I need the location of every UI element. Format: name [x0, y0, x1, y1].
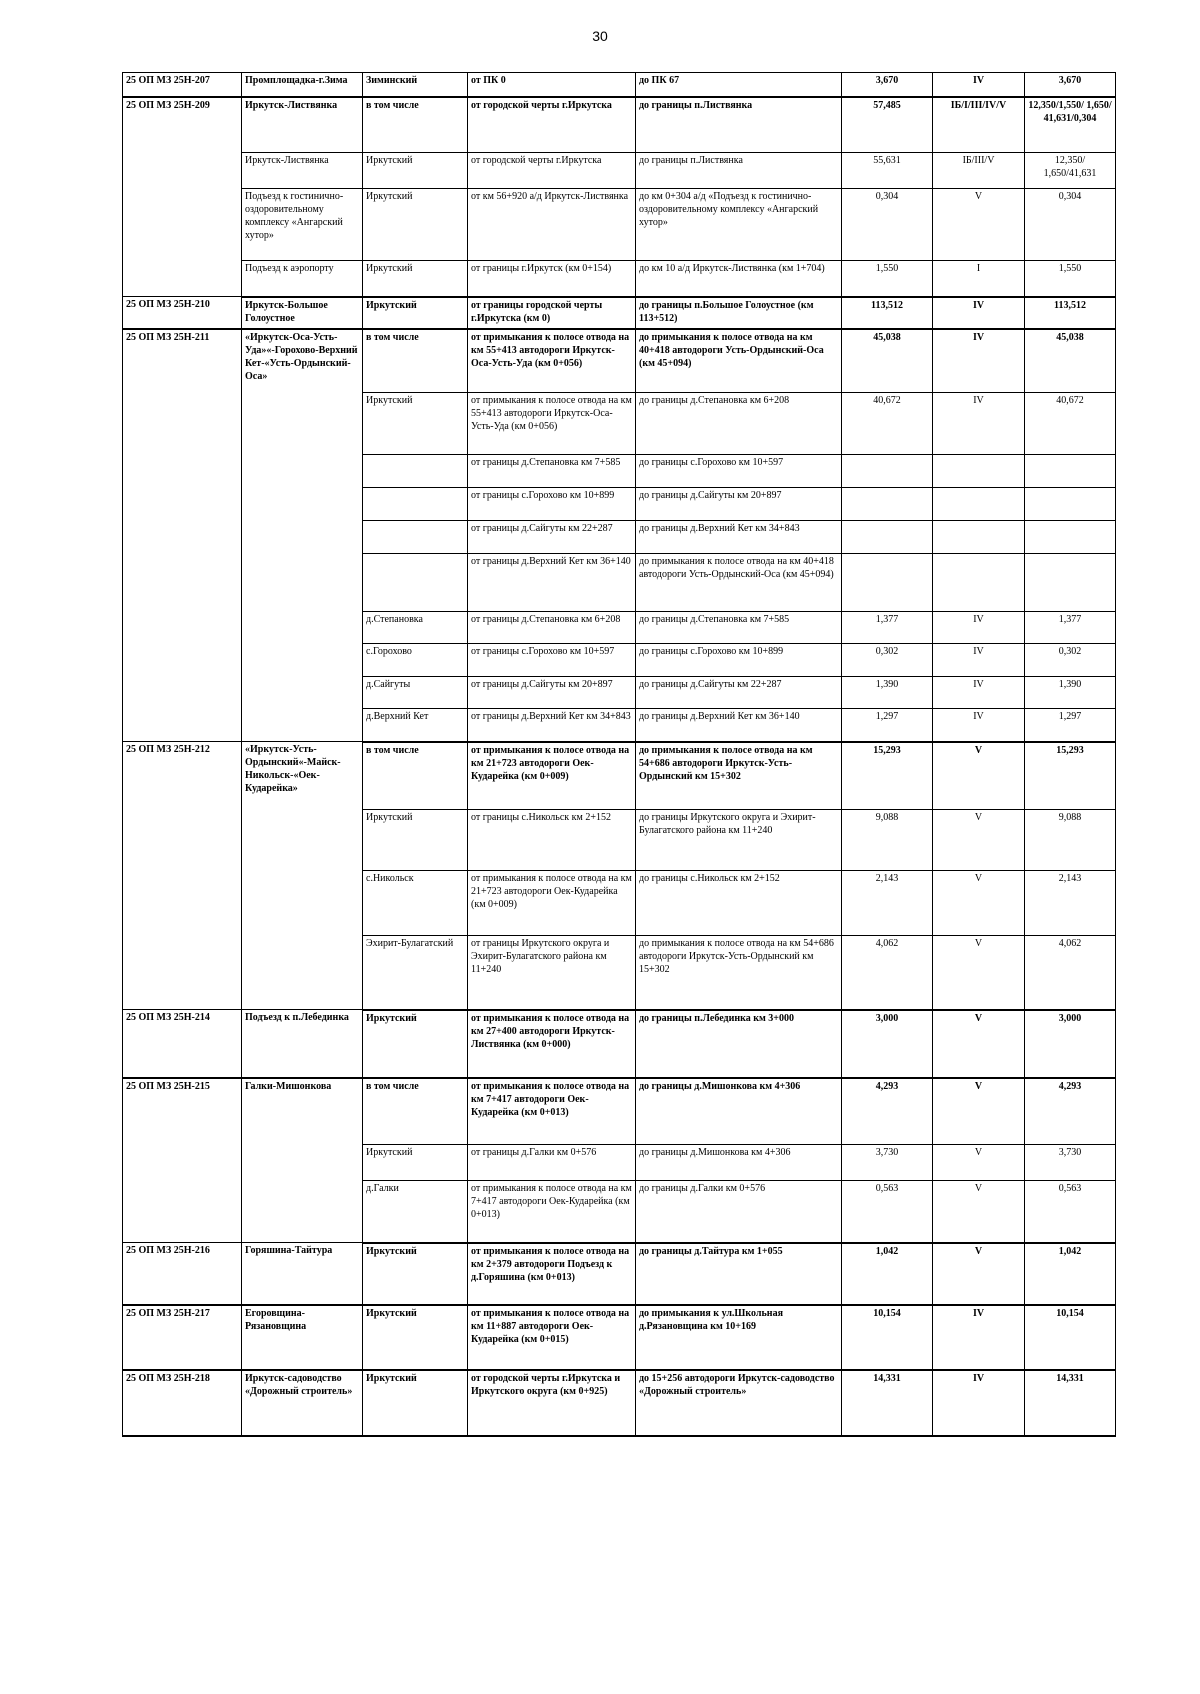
category — [933, 521, 1025, 554]
total-km: 9,088 — [1025, 810, 1116, 871]
segment-end: до границы д.Верхний Кет км 34+843 — [636, 521, 842, 554]
district: Иркутский — [363, 1010, 468, 1078]
total-km: 40,672 — [1025, 393, 1116, 455]
length-km: 1,377 — [842, 612, 933, 644]
category: IV — [933, 329, 1025, 393]
length-km: 55,631 — [842, 153, 933, 189]
category — [933, 554, 1025, 612]
total-km — [1025, 455, 1116, 488]
district: д.Степановка — [363, 612, 468, 644]
total-km — [1025, 488, 1116, 521]
district: в том числе — [363, 329, 468, 393]
district — [363, 554, 468, 612]
district: Иркутский — [363, 189, 468, 261]
district: в том числе — [363, 97, 468, 153]
road-name: Галки-Мишонкова — [242, 1078, 363, 1243]
length-km: 3,730 — [842, 1145, 933, 1181]
district: Иркутский — [363, 1145, 468, 1181]
total-km: 1,297 — [1025, 709, 1116, 742]
district: с.Горохово — [363, 644, 468, 677]
segment-end: до границы д.Сайгуты км 22+287 — [636, 677, 842, 709]
segment-end: до границы с.Никольск км 2+152 — [636, 871, 842, 936]
length-km: 113,512 — [842, 297, 933, 329]
segment-start: от ПК 0 — [468, 73, 636, 97]
segment-end: до км 10 а/д Иркутск-Листвянка (км 1+704) — [636, 261, 842, 297]
length-km: 0,563 — [842, 1181, 933, 1243]
road-name: Иркутск-Большое Голоустное — [242, 297, 363, 329]
category: IV — [933, 1305, 1025, 1370]
category: V — [933, 1181, 1025, 1243]
road-code: 25 ОП МЗ 25Н-211 — [123, 329, 242, 742]
length-km: 15,293 — [842, 742, 933, 810]
segment-start: от границы г.Иркутск (км 0+154) — [468, 261, 636, 297]
segment-start: от границы д.Степановка км 7+585 — [468, 455, 636, 488]
length-km — [842, 455, 933, 488]
page-number: 30 — [592, 28, 608, 44]
segment-start: от примыкания к полосе отвода на км 21+723 автодороги Оек-Кударейка (км 0+009) — [468, 871, 636, 936]
segment-start: от границы д.Верхний Кет км 34+843 — [468, 709, 636, 742]
road-name: Иркутск-садоводство «Дорожный строитель» — [242, 1370, 363, 1436]
segment-end: до границы с.Горохово км 10+597 — [636, 455, 842, 488]
segment-end: до примыкания к полосе отвода на км 40+418 автодороги Усть-Ордынский-Оса (км 45+094) — [636, 554, 842, 612]
segment-start: от границы с.Горохово км 10+597 — [468, 644, 636, 677]
category: IV — [933, 1370, 1025, 1436]
total-km: 2,143 — [1025, 871, 1116, 936]
segment-end: до границы д.Сайгуты км 20+897 — [636, 488, 842, 521]
length-km: 3,000 — [842, 1010, 933, 1078]
district: Иркутский — [363, 1370, 468, 1436]
length-km: 1,390 — [842, 677, 933, 709]
total-km — [1025, 554, 1116, 612]
table-row — [123, 73, 1116, 97]
total-km: 113,512 — [1025, 297, 1116, 329]
district: д.Верхний Кет — [363, 709, 468, 742]
district: д.Сайгуты — [363, 677, 468, 709]
total-km: 45,038 — [1025, 329, 1116, 393]
segment-end: до примыкания к полосе отвода на км 54+686 автодороги Иркутск-Усть-Ордынский км 15+302 — [636, 742, 842, 810]
segment-start: от границы с.Никольск км 2+152 — [468, 810, 636, 871]
segment-end: до границы п.Листвянка — [636, 153, 842, 189]
road-code: 25 ОП МЗ 25Н-209 — [123, 97, 242, 297]
total-km: 3,000 — [1025, 1010, 1116, 1078]
total-km: 1,550 — [1025, 261, 1116, 297]
segment-start: от городской черты г.Иркутска и Иркутского округа (км 0+925) — [468, 1370, 636, 1436]
segment-start: от примыкания к полосе отвода на км 7+417 автодороги Оек-Кударейка (км 0+013) — [468, 1078, 636, 1145]
total-km: 1,390 — [1025, 677, 1116, 709]
table-row — [123, 1370, 1116, 1436]
total-km: 12,350/ 1,650/41,631 — [1025, 153, 1116, 189]
segment-end: до примыкания к полосе отвода на км 40+418 автодороги Усть-Ордынский-Оса (км 45+094) — [636, 329, 842, 393]
road-code: 25 ОП МЗ 25Н-215 — [123, 1078, 242, 1243]
category: V — [933, 871, 1025, 936]
category: IV — [933, 677, 1025, 709]
length-km: 9,088 — [842, 810, 933, 871]
total-km: 14,331 — [1025, 1370, 1116, 1436]
table-row — [123, 742, 1116, 810]
district: Иркутский — [363, 297, 468, 329]
segment-end: до границы д.Тайтура км 1+055 — [636, 1243, 842, 1305]
segment-end: до 15+256 автодороги Иркутск-садоводство «Дорожный строитель» — [636, 1370, 842, 1436]
table-row — [123, 329, 1116, 393]
segment-end: до границы д.Галки км 0+576 — [636, 1181, 842, 1243]
length-km — [842, 554, 933, 612]
length-km: 3,670 — [842, 73, 933, 97]
roads-table — [122, 72, 1116, 1437]
road-name: Иркутск-Листвянка — [242, 153, 363, 189]
length-km: 1,042 — [842, 1243, 933, 1305]
total-km: 15,293 — [1025, 742, 1116, 810]
district: Иркутский — [363, 393, 468, 455]
category: IБ/I/III/IV/V — [933, 97, 1025, 153]
category: I — [933, 261, 1025, 297]
table-row — [123, 189, 1116, 261]
district — [363, 455, 468, 488]
road-code: 25 ОП МЗ 25Н-207 — [123, 73, 242, 97]
segment-start: от границы Иркутского округа и Эхирит-Булагатского района км 11+240 — [468, 936, 636, 1010]
segment-end: до ПК 67 — [636, 73, 842, 97]
segment-start: от примыкания к полосе отвода на км 2+379 автодороги Подъезд к д.Горяшина (км 0+013) — [468, 1243, 636, 1305]
road-name: Егоровщина-Рязановщина — [242, 1305, 363, 1370]
district: Эхирит-Булагатский — [363, 936, 468, 1010]
total-km: 4,293 — [1025, 1078, 1116, 1145]
road-name: Иркутск-Листвянка — [242, 97, 363, 153]
table-row — [123, 153, 1116, 189]
segment-start: от примыкания к полосе отвода на км 11+887 автодороги Оек-Кударейка (км 0+015) — [468, 1305, 636, 1370]
category: IV — [933, 297, 1025, 329]
total-km: 12,350/1,550/ 1,650/ 41,631/0,304 — [1025, 97, 1116, 153]
segment-end: до примыкания к ул.Школьная д.Рязановщина км 10+169 — [636, 1305, 842, 1370]
category: IV — [933, 73, 1025, 97]
segment-start: от границы д.Сайгуты км 22+287 — [468, 521, 636, 554]
segment-end: до границы д.Мишонкова км 4+306 — [636, 1145, 842, 1181]
category: V — [933, 189, 1025, 261]
district: Иркутский — [363, 1305, 468, 1370]
category: V — [933, 742, 1025, 810]
segment-start: от примыкания к полосе отвода на км 27+400 автодороги Иркутск-Листвянка (км 0+000) — [468, 1010, 636, 1078]
road-code: 25 ОП МЗ 25Н-210 — [123, 297, 242, 329]
segment-start: от примыкания к полосе отвода на км 55+413 автодороги Иркутск-Оса-Усть-Уда (км 0+056) — [468, 393, 636, 455]
district: в том числе — [363, 1078, 468, 1145]
length-km: 4,293 — [842, 1078, 933, 1145]
category: IV — [933, 644, 1025, 677]
length-km: 0,304 — [842, 189, 933, 261]
segment-start: от границы д.Верхний Кет км 36+140 — [468, 554, 636, 612]
district: в том числе — [363, 742, 468, 810]
district: Иркутский — [363, 153, 468, 189]
road-name: Подъезд к п.Лебединка — [242, 1010, 363, 1078]
category: V — [933, 1145, 1025, 1181]
total-km: 10,154 — [1025, 1305, 1116, 1370]
segment-start: от примыкания к полосе отвода на км 21+723 автодороги Оек-Кударейка (км 0+009) — [468, 742, 636, 810]
total-km: 1,042 — [1025, 1243, 1116, 1305]
segment-start: от границы с.Горохово км 10+899 — [468, 488, 636, 521]
table-row — [123, 97, 1116, 153]
length-km: 1,550 — [842, 261, 933, 297]
category: IV — [933, 709, 1025, 742]
segment-start: от примыкания к полосе отвода на км 55+413 автодороги Иркутск-Оса-Усть-Уда (км 0+056) — [468, 329, 636, 393]
length-km: 14,331 — [842, 1370, 933, 1436]
segment-end: до границы п.Большое Голоустное (км 113+512) — [636, 297, 842, 329]
length-km: 0,302 — [842, 644, 933, 677]
district: д.Галки — [363, 1181, 468, 1243]
length-km: 40,672 — [842, 393, 933, 455]
road-name: Промплощадка-г.Зима — [242, 73, 363, 97]
category: V — [933, 936, 1025, 1010]
district: Зиминский — [363, 73, 468, 97]
segment-end: до границы Иркутского округа и Эхирит-Булагатского района км 11+240 — [636, 810, 842, 871]
length-km: 4,062 — [842, 936, 933, 1010]
table-row — [123, 1010, 1116, 1078]
length-km: 1,297 — [842, 709, 933, 742]
category — [933, 488, 1025, 521]
segment-start: от границы городской черты г.Иркутска (км 0) — [468, 297, 636, 329]
length-km — [842, 488, 933, 521]
district: с.Никольск — [363, 871, 468, 936]
road-name: «Иркутск-Усть-Ордынский«-Майск-Никольск-«Оек-Кударейка» — [242, 742, 363, 1010]
segment-end: до границы д.Мишонкова км 4+306 — [636, 1078, 842, 1145]
road-code: 25 ОП МЗ 25Н-217 — [123, 1305, 242, 1370]
table-row — [123, 1243, 1116, 1305]
district: Иркутский — [363, 810, 468, 871]
segment-end: до границы п.Листвянка — [636, 97, 842, 153]
segment-start: от городской черты г.Иркутска — [468, 153, 636, 189]
road-name: Подъезд к аэропорту — [242, 261, 363, 297]
category: IV — [933, 393, 1025, 455]
district: Иркутский — [363, 1243, 468, 1305]
road-name: Подъезд к гостинично-оздоровительному комплексу «Ангарский хутор» — [242, 189, 363, 261]
category: V — [933, 1010, 1025, 1078]
length-km — [842, 521, 933, 554]
length-km: 45,038 — [842, 329, 933, 393]
road-code: 25 ОП МЗ 25Н-218 — [123, 1370, 242, 1436]
segment-end: до границы д.Степановка км 6+208 — [636, 393, 842, 455]
category: IV — [933, 612, 1025, 644]
total-km: 4,062 — [1025, 936, 1116, 1010]
road-name: «Иркутск-Оса-Усть-Уда»«-Горохово-Верхний Кет-«Усть-Ордынский-Оса» — [242, 329, 363, 742]
segment-end: до границы д.Степановка км 7+585 — [636, 612, 842, 644]
district — [363, 521, 468, 554]
table-row — [123, 297, 1116, 329]
total-km: 3,730 — [1025, 1145, 1116, 1181]
road-code: 25 ОП МЗ 25Н-216 — [123, 1243, 242, 1305]
category: V — [933, 1243, 1025, 1305]
total-km: 3,670 — [1025, 73, 1116, 97]
total-km: 0,302 — [1025, 644, 1116, 677]
segment-start: от границы д.Сайгуты км 20+897 — [468, 677, 636, 709]
category: V — [933, 810, 1025, 871]
road-name: Горяшина-Тайтура — [242, 1243, 363, 1305]
category: IБ/III/V — [933, 153, 1025, 189]
segment-start: от границы д.Степановка км 6+208 — [468, 612, 636, 644]
length-km: 2,143 — [842, 871, 933, 936]
segment-end: до границы д.Верхний Кет км 36+140 — [636, 709, 842, 742]
total-km — [1025, 521, 1116, 554]
total-km: 1,377 — [1025, 612, 1116, 644]
segment-end: до границы с.Горохово км 10+899 — [636, 644, 842, 677]
district: Иркутский — [363, 261, 468, 297]
total-km: 0,563 — [1025, 1181, 1116, 1243]
category: V — [933, 1078, 1025, 1145]
category — [933, 455, 1025, 488]
total-km: 0,304 — [1025, 189, 1116, 261]
segment-start: от км 56+920 а/д Иркутск-Листвянка — [468, 189, 636, 261]
segment-end: до км 0+304 а/д «Подъезд к гостинично-оздоровительному комплексу «Ангарский хутор» — [636, 189, 842, 261]
segment-start: от границы д.Галки км 0+576 — [468, 1145, 636, 1181]
district — [363, 488, 468, 521]
length-km: 10,154 — [842, 1305, 933, 1370]
segment-end: до примыкания к полосе отвода на км 54+686 автодороги Иркутск-Усть-Ордынский км 15+302 — [636, 936, 842, 1010]
table-row — [123, 1305, 1116, 1370]
segment-start: от городской черты г.Иркутска — [468, 97, 636, 153]
table-row — [123, 1078, 1116, 1145]
segment-start: от примыкания к полосе отвода на км 7+417 автодороги Оек-Кударейка (км 0+013) — [468, 1181, 636, 1243]
segment-end: до границы п.Лебединка км 3+000 — [636, 1010, 842, 1078]
length-km: 57,485 — [842, 97, 933, 153]
road-code: 25 ОП МЗ 25Н-212 — [123, 742, 242, 1010]
road-code: 25 ОП МЗ 25Н-214 — [123, 1010, 242, 1078]
table-row — [123, 261, 1116, 297]
